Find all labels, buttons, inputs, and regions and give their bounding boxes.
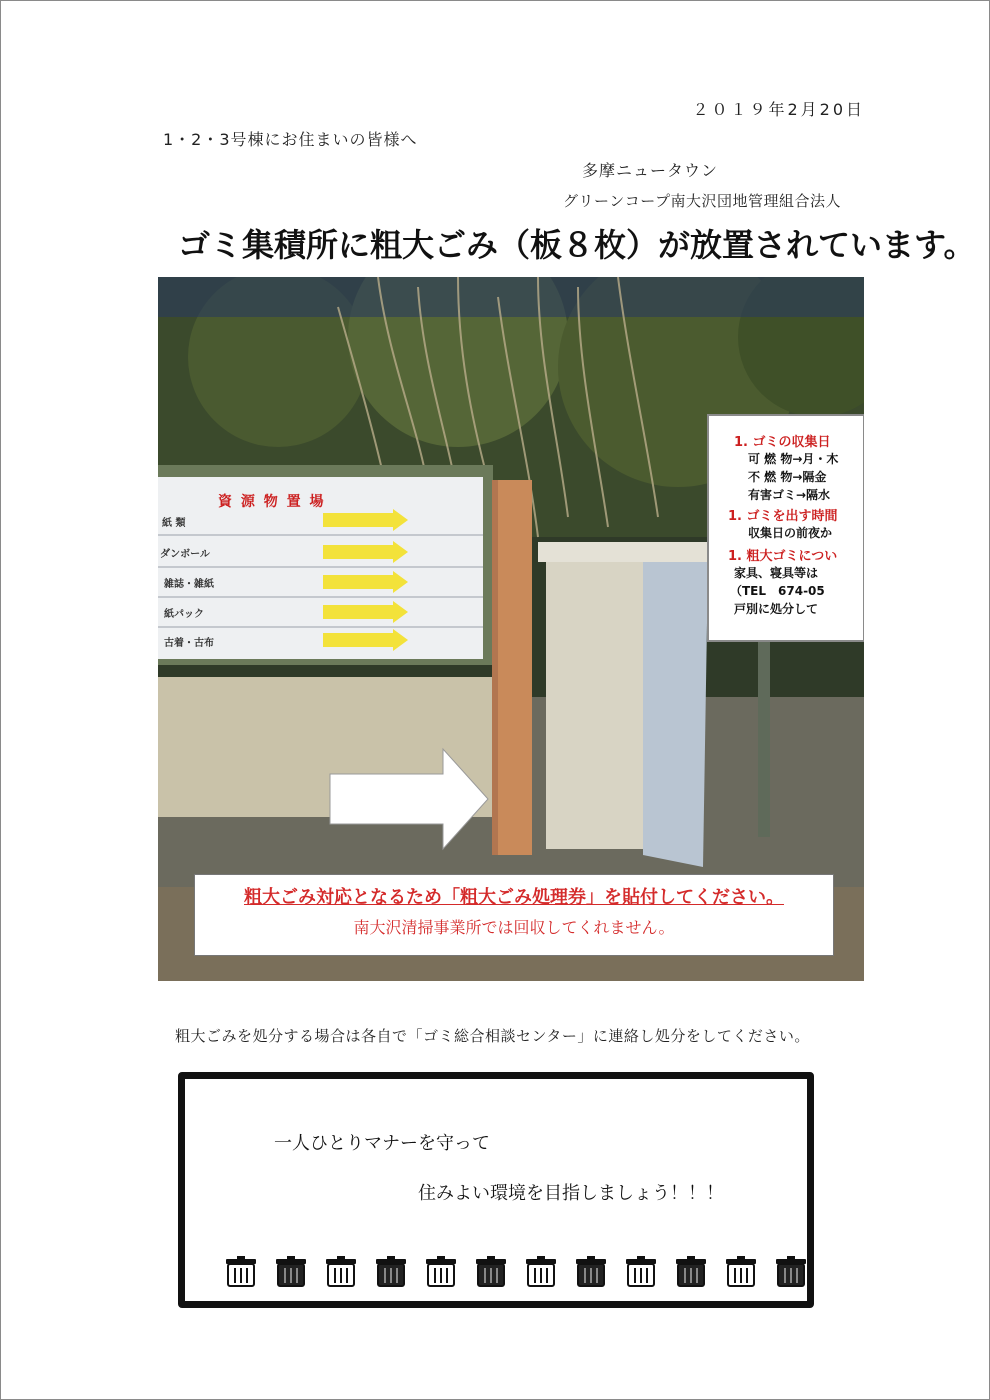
resource-sign-row: 古着・古布 bbox=[164, 638, 214, 649]
trash-bin-icon bbox=[373, 1256, 409, 1288]
trash-bin-icon bbox=[623, 1256, 659, 1288]
trash-bin-icon bbox=[773, 1256, 809, 1288]
rules-sign-line: 1. ゴミの収集日 bbox=[734, 435, 831, 450]
trash-bin-icon bbox=[423, 1256, 459, 1288]
notice-line-1: 粗大ごみ対応となるため「粗大ごみ処理券」を貼付してください。 bbox=[244, 887, 784, 908]
rules-sign-line: 収集日の前夜か bbox=[748, 526, 833, 540]
trash-bin-icon bbox=[473, 1256, 509, 1288]
trash-bin-row bbox=[223, 1256, 809, 1288]
resource-sign-title: 資 源 物 置 場 bbox=[218, 494, 326, 510]
trash-bin-icon bbox=[573, 1256, 609, 1288]
sender-line-1: 多摩ニュータウン bbox=[582, 161, 719, 180]
rules-sign-line: 可 燃 物→月・木 bbox=[748, 452, 839, 466]
trash-bin-icon bbox=[323, 1256, 359, 1288]
sender-line-2: グリーンコープ南大沢団地管理組合法人 bbox=[563, 192, 841, 210]
resource-sign-row: ダンボール bbox=[160, 549, 210, 560]
trash-bin-icon bbox=[273, 1256, 309, 1288]
resource-sign-row: 紙パック bbox=[164, 609, 204, 620]
rules-sign-line: 1. 粗大ゴミについ bbox=[728, 549, 838, 564]
rules-sign-line: 戸別に処分して bbox=[734, 602, 819, 616]
manners-box bbox=[178, 1072, 814, 1308]
trash-bin-icon bbox=[723, 1256, 759, 1288]
document-date: ２０１９年2月20日 bbox=[692, 100, 865, 119]
disposal-note: 粗大ごみを処分する場合は各自で「ゴミ総合相談センター」に連絡し処分をしてください。 bbox=[175, 1027, 810, 1045]
rules-sign-line: 1. ゴミを出す時間 bbox=[728, 509, 838, 524]
resource-sign-row: 雑誌・雑紙 bbox=[164, 579, 214, 590]
photo-garbage-site bbox=[158, 277, 864, 981]
manners-line-1: 一人ひとりマナーを守って bbox=[274, 1133, 490, 1154]
manners-line-2: 住みよい環境を目指しましょう！！！ bbox=[418, 1183, 724, 1204]
rules-sign-line: 有害ゴミ→隔水 bbox=[748, 488, 831, 502]
trash-bin-icon bbox=[673, 1256, 709, 1288]
headline: ゴミ集積所に粗大ごみ（板８枚）が放置されています。 bbox=[178, 226, 976, 264]
rules-sign-line: （TEL 674-05 bbox=[730, 584, 825, 598]
notice-line-2: 南大沢清掃事業所では回収してくれません。 bbox=[353, 918, 675, 937]
notice-box bbox=[194, 874, 834, 956]
rules-sign-line: 家具、寝具等は bbox=[734, 566, 819, 580]
rules-sign-line: 不 燃 物→隔金 bbox=[748, 470, 827, 484]
trash-bin-icon bbox=[223, 1256, 259, 1288]
trash-bin-icon bbox=[523, 1256, 559, 1288]
resource-sign-row: 紙 類 bbox=[162, 518, 186, 529]
addressee: 1・2・3号棟にお住まいの皆様へ bbox=[163, 130, 418, 149]
